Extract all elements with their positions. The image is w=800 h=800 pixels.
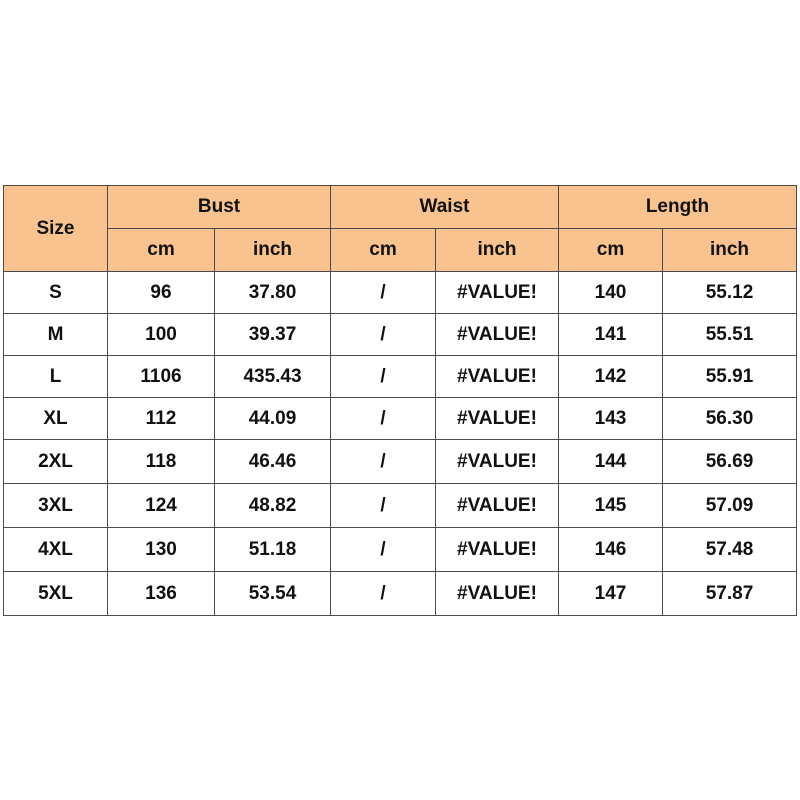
bust-cm-cell: 112 xyxy=(108,398,215,440)
bust-cm-cell: 96 xyxy=(108,272,215,314)
length-cm-cell: 140 xyxy=(559,272,663,314)
waist-cm-cell: / xyxy=(331,272,436,314)
length-inch-cell: 55.91 xyxy=(663,356,797,398)
table-body xyxy=(4,272,797,616)
length-cm-header: cm xyxy=(559,229,663,272)
length-inch-cell: 56.30 xyxy=(663,398,797,440)
length-cm-cell: 141 xyxy=(559,314,663,356)
length-inch-cell: 57.09 xyxy=(663,484,797,528)
waist-inch-header: inch xyxy=(436,229,559,272)
bust-cm-cell: 100 xyxy=(108,314,215,356)
header-group-row xyxy=(4,186,797,229)
bust-cm-cell: 136 xyxy=(108,572,215,616)
table-row xyxy=(4,356,797,398)
length-cm-cell: 143 xyxy=(559,398,663,440)
table-row xyxy=(4,398,797,440)
table-row xyxy=(4,440,797,484)
waist-inch-cell: #VALUE! xyxy=(436,356,559,398)
bust-cm-cell: 124 xyxy=(108,484,215,528)
size-chart-table xyxy=(3,185,797,616)
bust-cm-cell: 130 xyxy=(108,528,215,572)
table-header xyxy=(4,186,797,272)
bust-inch-cell: 44.09 xyxy=(215,398,331,440)
size-cell: 4XL xyxy=(4,528,108,572)
waist-header: Waist xyxy=(331,186,559,229)
waist-cm-cell: / xyxy=(331,314,436,356)
size-cell: 3XL xyxy=(4,484,108,528)
waist-inch-cell: #VALUE! xyxy=(436,572,559,616)
bust-cm-cell: 118 xyxy=(108,440,215,484)
length-header: Length xyxy=(559,186,797,229)
length-cm-cell: 145 xyxy=(559,484,663,528)
bust-header: Bust xyxy=(108,186,331,229)
bust-inch-cell: 37.80 xyxy=(215,272,331,314)
bust-cm-cell: 1106 xyxy=(108,356,215,398)
waist-cm-cell: / xyxy=(331,528,436,572)
waist-cm-cell: / xyxy=(331,572,436,616)
bust-inch-cell: 435.43 xyxy=(215,356,331,398)
length-inch-cell: 57.87 xyxy=(663,572,797,616)
bust-inch-cell: 48.82 xyxy=(215,484,331,528)
bust-inch-cell: 53.54 xyxy=(215,572,331,616)
waist-inch-cell: #VALUE! xyxy=(436,440,559,484)
waist-cm-cell: / xyxy=(331,484,436,528)
waist-cm-header: cm xyxy=(331,229,436,272)
length-cm-cell: 146 xyxy=(559,528,663,572)
header-unit-row xyxy=(4,229,797,272)
table-row xyxy=(4,314,797,356)
table-row xyxy=(4,272,797,314)
bust-cm-header: cm xyxy=(108,229,215,272)
length-inch-header: inch xyxy=(663,229,797,272)
length-cm-cell: 144 xyxy=(559,440,663,484)
table-row xyxy=(4,528,797,572)
waist-inch-cell: #VALUE! xyxy=(436,314,559,356)
length-cm-cell: 147 xyxy=(559,572,663,616)
size-cell: 5XL xyxy=(4,572,108,616)
waist-inch-cell: #VALUE! xyxy=(436,398,559,440)
size-cell: XL xyxy=(4,398,108,440)
bust-inch-cell: 46.46 xyxy=(215,440,331,484)
length-inch-cell: 55.51 xyxy=(663,314,797,356)
waist-cm-cell: / xyxy=(331,440,436,484)
bust-inch-header: inch xyxy=(215,229,331,272)
size-cell: L xyxy=(4,356,108,398)
waist-cm-cell: / xyxy=(331,398,436,440)
size-cell: S xyxy=(4,272,108,314)
length-inch-cell: 55.12 xyxy=(663,272,797,314)
waist-inch-cell: #VALUE! xyxy=(436,484,559,528)
waist-inch-cell: #VALUE! xyxy=(436,528,559,572)
bust-inch-cell: 51.18 xyxy=(215,528,331,572)
table-row xyxy=(4,484,797,528)
length-inch-cell: 56.69 xyxy=(663,440,797,484)
bust-inch-cell: 39.37 xyxy=(215,314,331,356)
length-cm-cell: 142 xyxy=(559,356,663,398)
waist-cm-cell: / xyxy=(331,356,436,398)
size-header: Size xyxy=(4,186,108,272)
size-cell: 2XL xyxy=(4,440,108,484)
size-cell: M xyxy=(4,314,108,356)
waist-inch-cell: #VALUE! xyxy=(436,272,559,314)
length-inch-cell: 57.48 xyxy=(663,528,797,572)
table-row xyxy=(4,572,797,616)
